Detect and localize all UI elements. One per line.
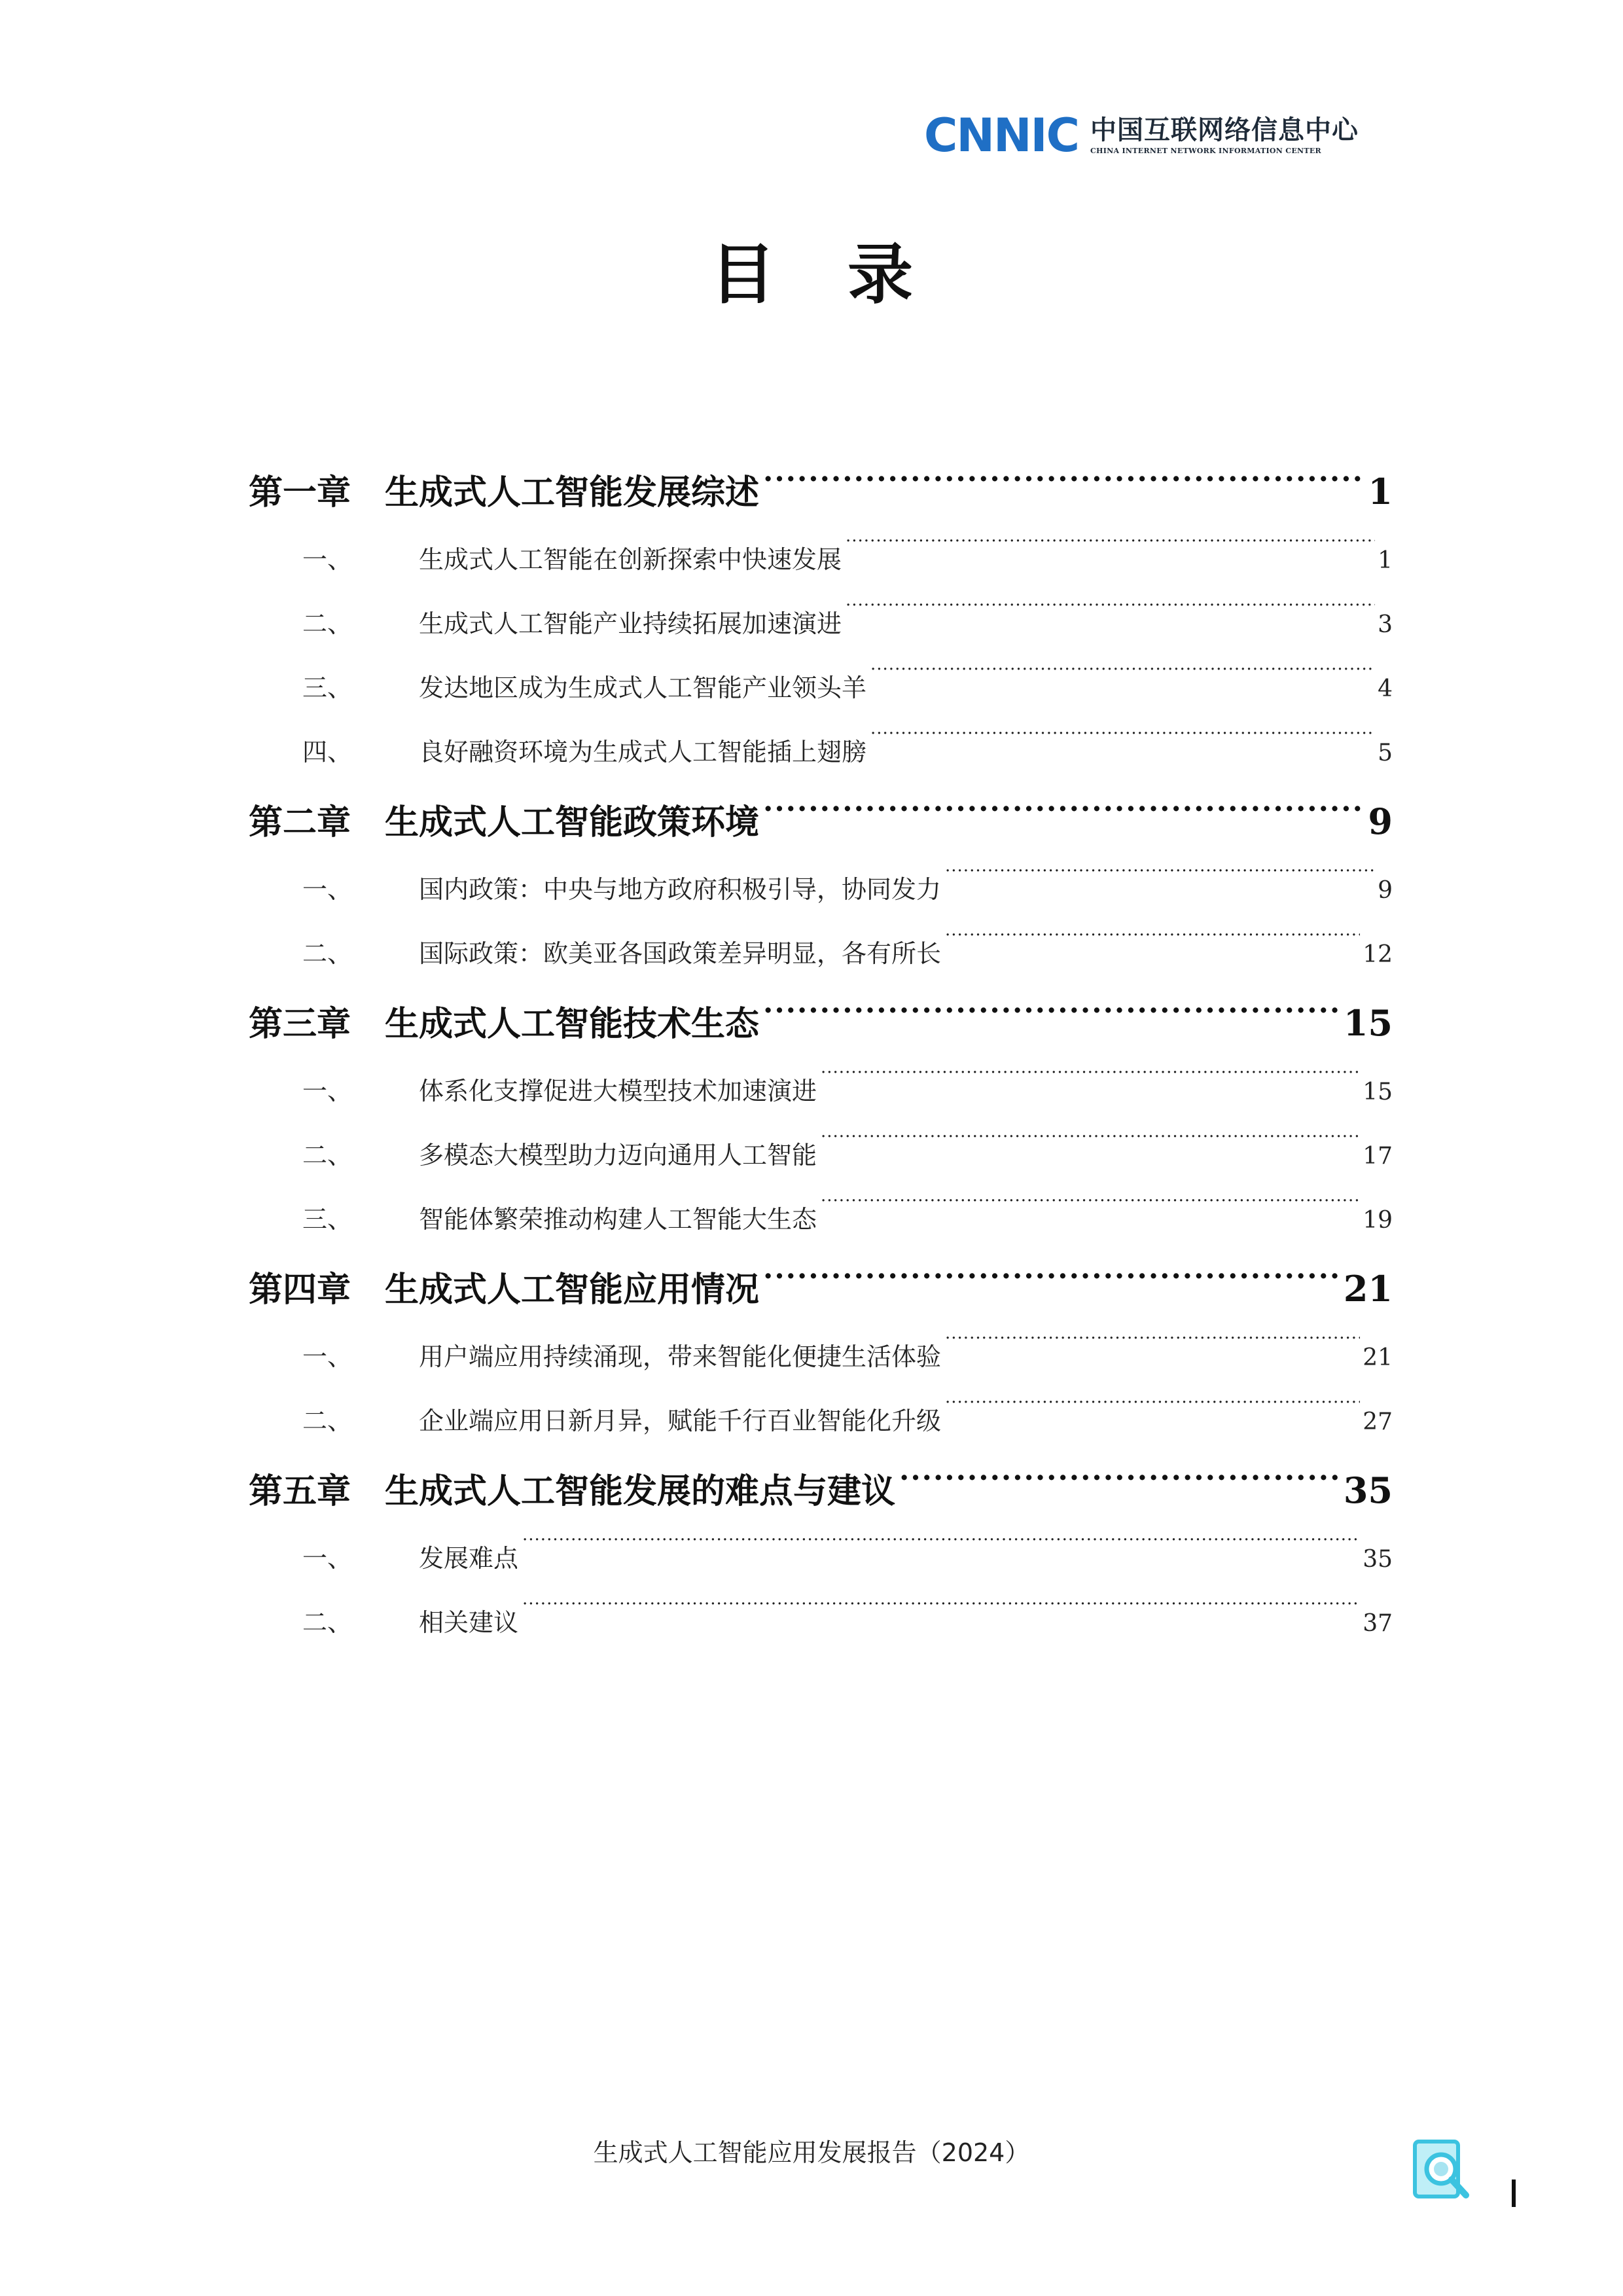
chapter-number: 第二章 xyxy=(249,803,351,842)
dot-leader xyxy=(817,1035,1360,1100)
dot-leader xyxy=(817,1100,1360,1164)
section-title: 生成式人工智能在创新探索中快速发展 xyxy=(419,545,842,574)
section-page-number: 21 xyxy=(1363,1344,1393,1371)
dot-leader xyxy=(895,1439,1341,1503)
section-title: 企业端应用日新月异，赋能千行百业智能化升级 xyxy=(419,1407,942,1435)
section-title: 相关建议 xyxy=(419,1608,519,1637)
dot-leader xyxy=(759,1237,1341,1301)
chapter-title: 生成式人工智能政策环境 xyxy=(385,803,760,842)
dot-leader xyxy=(842,568,1375,632)
cnnic-logo xyxy=(924,109,1359,162)
dot-leader xyxy=(866,696,1375,761)
section-page-number: 19 xyxy=(1363,1207,1393,1234)
section-page-number: 1 xyxy=(1378,547,1393,574)
footer-page-marker xyxy=(1512,2179,1516,2207)
section-page-number: 37 xyxy=(1363,1610,1393,1637)
section-number: 四、 xyxy=(302,738,353,766)
logo-mark: CNNIC xyxy=(924,109,1079,162)
chapter-title: 生成式人工智能技术生态 xyxy=(385,1005,760,1044)
section-page-number: 4 xyxy=(1378,675,1393,702)
section-title: 生成式人工智能产业持续拓展加速演进 xyxy=(419,609,842,638)
page-title: 目录 xyxy=(710,236,985,313)
section-number: 二、 xyxy=(302,939,353,968)
dot-leader xyxy=(518,1503,1360,1567)
section-page-number: 5 xyxy=(1378,740,1393,766)
section-number: 二、 xyxy=(302,609,353,638)
section-number: 三、 xyxy=(302,673,353,702)
section-title: 国内政策：中央与地方政府积极引导，协同发力 xyxy=(419,875,942,904)
section-page-number: 9 xyxy=(1378,877,1393,904)
section-title: 发达地区成为生成式人工智能产业领头羊 xyxy=(419,673,867,702)
table-of-contents xyxy=(249,440,1393,1637)
dot-leader xyxy=(759,971,1341,1035)
section-title: 发展难点 xyxy=(419,1544,519,1573)
section-number: 一、 xyxy=(302,545,353,574)
chapter-title: 生成式人工智能发展的难点与建议 xyxy=(385,1472,896,1511)
section-number: 一、 xyxy=(302,1342,353,1371)
section-page-number: 3 xyxy=(1378,611,1393,638)
section-page-number: 17 xyxy=(1363,1143,1393,1170)
section-title: 用户端应用持续涌现，带来智能化便捷生活体验 xyxy=(419,1342,942,1371)
logo-text xyxy=(1090,114,1359,155)
dot-leader xyxy=(759,440,1365,504)
chapter-title: 生成式人工智能发展综述 xyxy=(385,473,760,512)
section-page-number: 12 xyxy=(1363,941,1393,968)
dot-leader xyxy=(941,898,1360,962)
section-title: 体系化支撑促进大模型技术加速演进 xyxy=(419,1077,817,1105)
dot-leader xyxy=(842,504,1375,568)
section-page-number: 15 xyxy=(1363,1079,1393,1105)
section-title: 良好融资环境为生成式人工智能插上翅膀 xyxy=(419,738,867,766)
section-page-number: 27 xyxy=(1363,1408,1393,1435)
chapter-page-number: 1 xyxy=(1368,471,1393,512)
dot-leader xyxy=(941,1301,1360,1365)
dot-leader xyxy=(759,770,1365,834)
dot-leader xyxy=(941,834,1375,898)
logo-chinese-name: 中国互联网络信息中心 xyxy=(1090,114,1359,145)
logo-english-name: CHINA INTERNET NETWORK INFORMATION CENTER xyxy=(1090,146,1321,155)
section-title: 智能体繁荣推动构建人工智能大生态 xyxy=(419,1205,817,1234)
section-title: 国际政策：欧美亚各国政策差异明显，各有所长 xyxy=(419,939,942,968)
toc-chapter-entry[interactable] xyxy=(249,440,1393,512)
chapter-title: 生成式人工智能应用情况 xyxy=(385,1270,760,1310)
section-number: 一、 xyxy=(302,1077,353,1105)
chapter-number: 第五章 xyxy=(249,1472,351,1511)
footer-report-title: 生成式人工智能应用发展报告（2024） xyxy=(593,2138,1030,2167)
section-page-number: 35 xyxy=(1363,1546,1393,1573)
section-number: 三、 xyxy=(302,1205,353,1234)
chapter-page-number: 15 xyxy=(1343,1002,1393,1044)
section-number: 二、 xyxy=(302,1141,353,1170)
chapter-number: 第四章 xyxy=(249,1270,351,1310)
magnifier-report-icon xyxy=(1412,2139,1472,2203)
section-number: 一、 xyxy=(302,1544,353,1573)
chapter-number: 第三章 xyxy=(249,1005,351,1044)
dot-leader xyxy=(941,1365,1360,1429)
section-number: 一、 xyxy=(302,875,353,904)
chapter-page-number: 21 xyxy=(1343,1268,1393,1310)
section-title: 多模态大模型助力迈向通用人工智能 xyxy=(419,1141,817,1170)
dot-leader xyxy=(866,632,1375,696)
chapter-page-number: 35 xyxy=(1343,1469,1393,1511)
dot-leader xyxy=(518,1567,1360,1631)
section-number: 二、 xyxy=(302,1407,353,1435)
dot-leader xyxy=(817,1164,1360,1228)
chapter-page-number: 9 xyxy=(1368,800,1393,842)
chapter-number: 第一章 xyxy=(249,473,351,512)
section-number: 二、 xyxy=(302,1608,353,1637)
